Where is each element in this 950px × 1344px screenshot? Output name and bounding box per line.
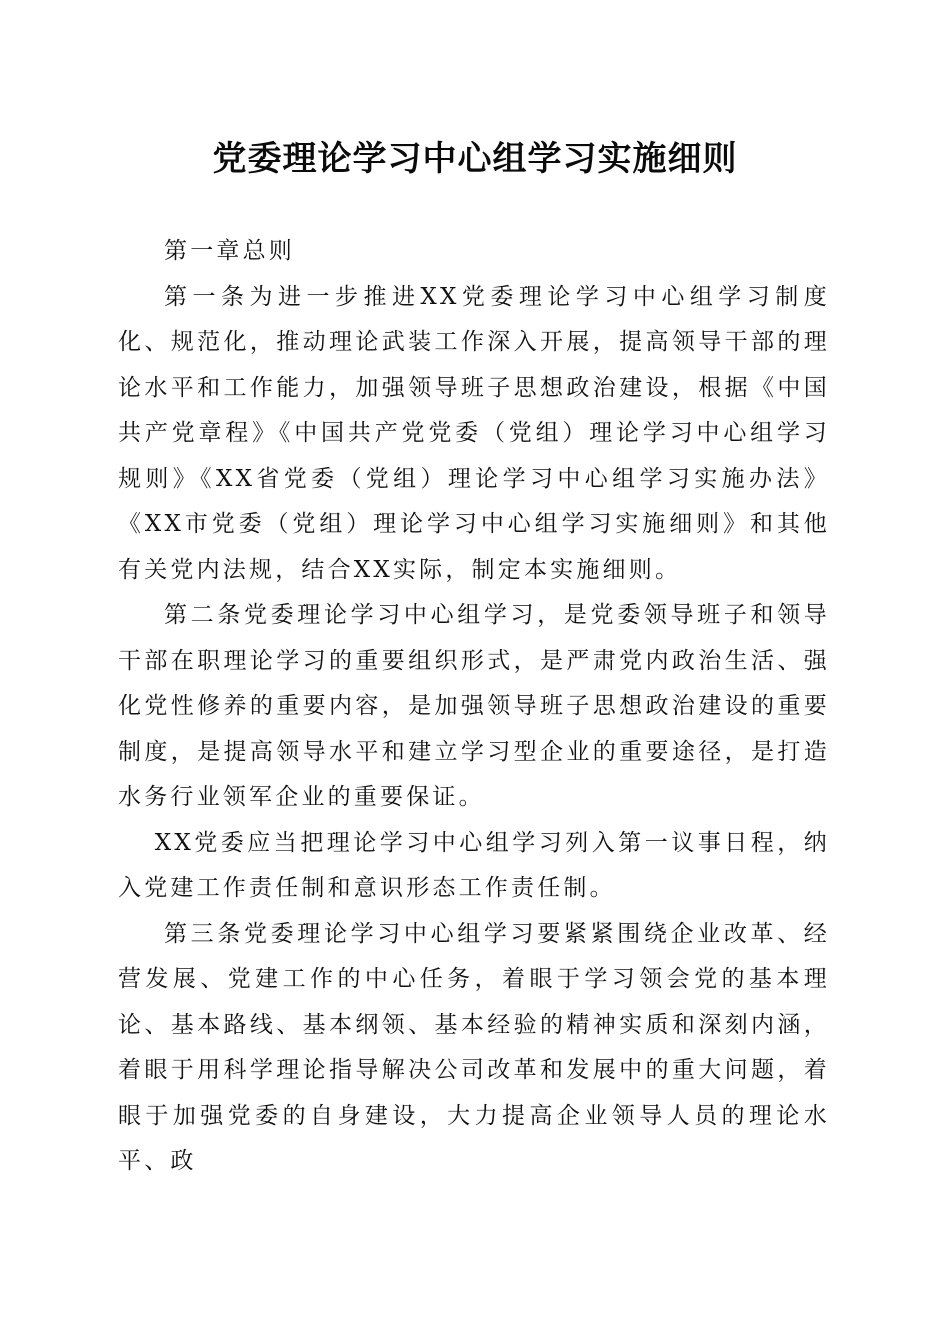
paragraph-article-1: 第一条为进一步推进XX党委理论学习中心组学习制度化、规范化，推动理论武装工作深入开展，提高领导干部的理论水平和工作能力，加强领导班子思想政治建设，根据《中国共产党章程》《中国共产党党委（党组）理论学习中心组学习规则》《XX省党委（党组）理论学习中心组学习实施办法》《XX市党委（党组）理论学习中心组学习实施细则》和其他有关党内法规，结合XX实际，制定本实施细则。 bbox=[118, 283, 830, 583]
document-title: 党委理论学习中心组学习实施细则 bbox=[212, 139, 738, 179]
chapter-heading: 第一章总则 bbox=[164, 238, 295, 264]
document-body bbox=[118, 229, 830, 1185]
paragraph-article-2: 第二条党委理论学习中心组学习，是党委领导班子和领导干部在职理论学习的重要组织形式，是严肃党内政治生活、强化党性修养的重要内容，是加强领导班子思想政治建设的重要制度，是提高领导水平和建立学习型企业的重要途径，是打造水务行业领军企业的重要保证。 bbox=[118, 602, 830, 810]
paragraph-article-3: 第三条党委理论学习中心组学习要紧紧围绕企业改革、经营发展、党建工作的中心任务，着眼于学习领会党的基本理论、基本路线、基本纲领、基本经验的精神实质和深刻内涵，着眼于用科学理论指导解决公司改革和发展中的重大问题，着眼于加强党委的自身建设，大力提高企业领导人员的理论水平、政 bbox=[118, 920, 830, 1174]
paragraph-article-2-note: XX党委应当把理论学习中心组学习列入第一议事日程，纳入党建工作责任制和意识形态工作责任制。 bbox=[118, 829, 830, 901]
